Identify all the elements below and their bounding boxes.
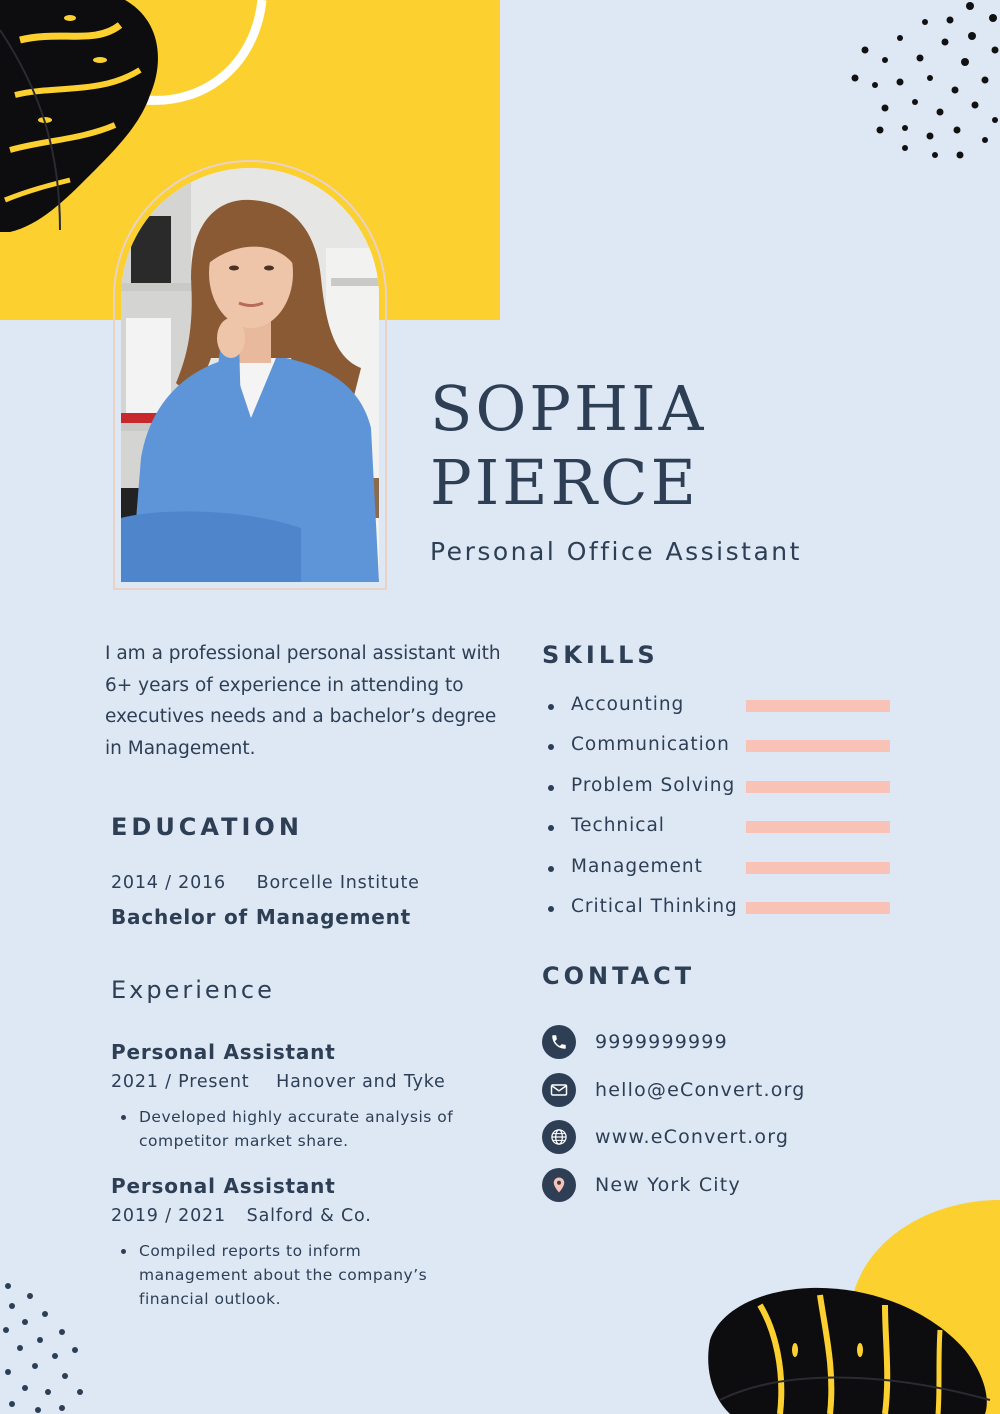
- bullet-dot: [548, 906, 554, 912]
- skill-item: [548, 854, 898, 894]
- skill-level-bar: [746, 740, 890, 752]
- skill-label: Management: [571, 855, 703, 877]
- job-years: 2019 / 2021: [111, 1206, 226, 1226]
- job-title-1: Personal Assistant: [111, 1040, 336, 1064]
- profile-summary: I am a professional personal assistant with 6+ years of experience in attending to executives needs and a bachelor’s degree in Management.: [105, 643, 501, 759]
- job-meta-1: [111, 1072, 446, 1092]
- skill-label: Problem Solving: [571, 774, 736, 796]
- job-bullet: Compiled reports to inform management about the company’s financial outlook.: [111, 1239, 451, 1311]
- job-company: Salford & Co.: [246, 1206, 372, 1226]
- skill-item: [548, 692, 898, 732]
- skill-label: Technical: [571, 815, 665, 837]
- contact-location[interactable]: [542, 1168, 862, 1216]
- skill-label: Critical Thinking: [571, 895, 738, 917]
- education-meta: [111, 873, 420, 893]
- skill-level-bar: [746, 700, 890, 712]
- skill-level-bar: [746, 781, 890, 793]
- skill-level-bar: [746, 902, 890, 914]
- last-name: PIERCE: [430, 446, 699, 519]
- phone-icon: [542, 1025, 576, 1059]
- job-bullet: Developed highly accurate analysis of competitor market share.: [111, 1105, 481, 1153]
- education-heading: EDUCATION: [111, 813, 303, 841]
- decorative-leaf-bottom-right: [700, 1200, 1000, 1414]
- contact-heading: CONTACT: [542, 962, 696, 990]
- bullet-dot: [548, 744, 554, 750]
- contact-website-text: www.eConvert.org: [595, 1126, 790, 1148]
- bullet-dot: [548, 825, 554, 831]
- skill-item: [548, 773, 898, 813]
- first-name: SOPHIA: [430, 372, 707, 445]
- contact-email[interactable]: [542, 1073, 862, 1121]
- job-meta-2: [111, 1206, 372, 1226]
- profile-photo: [121, 168, 379, 582]
- education-years: 2014 / 2016: [111, 873, 226, 893]
- experience-heading: Experience: [111, 976, 275, 1004]
- bullet-dot: [548, 866, 554, 872]
- skill-label: Accounting: [571, 694, 685, 715]
- contact-phone-text: 9999999999: [595, 1031, 728, 1053]
- skill-item: [548, 813, 898, 853]
- mail-icon: [542, 1073, 576, 1107]
- contact-email-text: hello@eConvert.org: [595, 1078, 806, 1101]
- contact-list: [542, 1025, 862, 1215]
- contact-location-text: New York City: [595, 1173, 741, 1196]
- education-degree: Bachelor of Management: [111, 905, 412, 929]
- skills-list: [548, 692, 898, 934]
- job-title-2: Personal Assistant: [111, 1174, 336, 1198]
- skill-item: [548, 732, 898, 772]
- skill-level-bar: [746, 862, 890, 874]
- job-years: 2021 / Present: [111, 1072, 250, 1092]
- decorative-dots-bottom-left: [0, 1280, 90, 1414]
- bullet-dot: [548, 785, 554, 791]
- bullet-dot: [548, 704, 554, 710]
- globe-icon: [542, 1120, 576, 1154]
- education-institution: Borcelle Institute: [256, 873, 420, 893]
- skills-heading: SKILLS: [542, 641, 659, 669]
- contact-phone[interactable]: [542, 1025, 862, 1073]
- job-bullets-2: [111, 1239, 451, 1311]
- skill-label: Communication: [571, 734, 730, 756]
- job-bullets-1: [111, 1105, 481, 1153]
- contact-website[interactable]: [542, 1120, 862, 1168]
- job-company: Hanover and Tyke: [276, 1072, 446, 1092]
- job-title: Personal Office Assistant: [430, 537, 802, 566]
- location-pin-icon: [542, 1168, 576, 1202]
- skill-item: [548, 894, 898, 934]
- decorative-dots-top-right: [845, 0, 1000, 165]
- skill-level-bar: [746, 821, 890, 833]
